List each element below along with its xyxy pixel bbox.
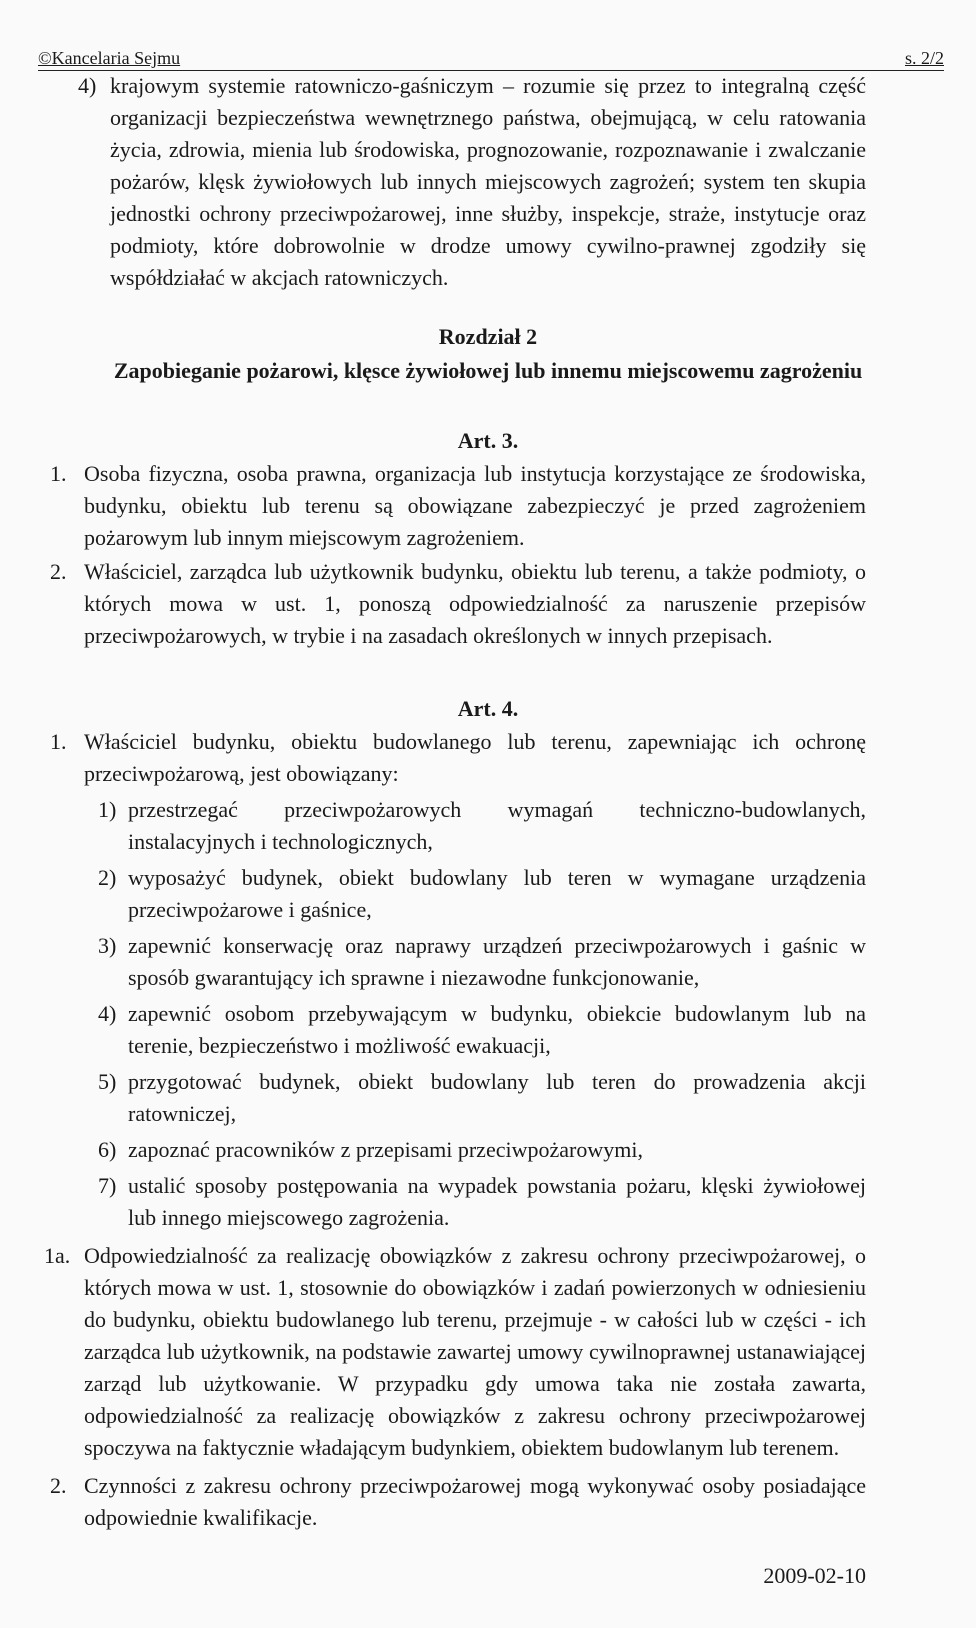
paragraph-text: Osoba fizyczna, osoba prawna, organizacja lub instytucja korzystające ze środowiska, budynku, obiektu lub terenu są obowiązane zabezpieczyć je przed zagrożeniem pożarowym lub innym miejscowym zagrożeniem. [84,461,866,550]
item-text: zapewnić konserwację oraz naprawy urządzeń przeciwpożarowych i gaśnic w sposób gwarantujący ich sprawne i niezawodne funkcjonowanie, [128,933,866,990]
chapter-title: Rozdział 2 [438,324,538,349]
chapter-subtitle: Zapobieganie pożarowi, klęsce żywiołowej lub innemu miejscowemu zagrożeniu [113,358,863,383]
page-header [38,46,944,71]
paragraph-number: 1. [50,461,67,486]
item-text: przygotować budynek, obiekt budowlany lub teren do prowadzenia akcji ratowniczej, [128,1069,866,1126]
item-text: przestrzegać przeciwpożarowych wymagań techniczno-budowlanych, instalacyjnych i technologicznych, [128,797,866,854]
item-number: 1) [98,797,117,822]
article-4-title: Art. 4. [457,696,519,721]
item-text: ustalić sposoby postępowania na wypadek powstania pożaru, klęski żywiołowej lub innego miejscowego zagrożenia. [128,1173,866,1230]
item-text: krajowym systemie ratowniczo-gaśniczym – rozumie się przez to integralną część organizacji bezpieczeństwa wewnętrznego państwa, obejmującą, w celu ratowania życia, zdrowia, mienia lub środowiska, prognozowanie, rozpoznawanie i zwalczanie pożarów, klęsk żywiołowych lub innych miejscowych zagrożeń; system ten skupia jednostki ochrony przeciwpożarowej, inne służby, inspekcje, straże, instytucje oraz podmioty, które dobrowolnie w drodze umowy cywilno-prawnej zgodziły się współdziałać w akcjach ratowniczych. [110,73,866,290]
art3-paragraph-1 [50,458,866,554]
art4-paragraph-1a [44,1240,866,1464]
item-text: zapewnić osobom przebywającym w budynku, obiekcie budowlanym lub na terenie, bezpieczeństwo i możliwość ewakuacji, [128,1001,866,1058]
footer-date: 2009-02-10 [763,1563,866,1588]
paragraph-text: Czynności z zakresu ochrony przeciwpożarowej mogą wykonywać osoby posiadające odpowiednie kwalifikacje. [84,1473,866,1530]
paragraph-text: Właściciel, zarządca lub użytkownik budynku, obiektu lub terenu, a także podmioty, o których mowa w ust. 1, ponoszą odpowiedzialność za naruszenie przepisów przeciwpożarowych, w trybie i na zasadach określonych w innych przepisach. [84,559,866,648]
art4-item-7 [98,1170,866,1234]
paragraph-number: 2. [50,1473,67,1498]
paragraph-text: Odpowiedzialność za realizację obowiązków z zakresu ochrony przeciwpożarowej, o których mowa w ust. 1, stosownie do obowiązków i zadań powierzonych w odniesieniu do budynku, obiektu budowlanego lub terenu, przejmuje - w całości lub w części - ich zarządca lub użytkownik, na podstawie zawartej umowy cywilnoprawnej ustanawiającej zarząd lub użytkowanie. W przypadku gdy umowa taka nie została zawarta, odpowiedzialność za realizację obowiązków z zakresu ochrony przeciwpożarowej spoczywa na faktycznie władającym budynkiem, obiektem budowlanym lub terenem. [84,1243,866,1460]
art4-paragraph-2 [50,1470,866,1534]
item-text: zapoznać pracowników z przepisami przeciwpożarowymi, [128,1137,643,1162]
document-body [0,70,976,1536]
art3-paragraph-2 [50,556,866,652]
item-number: 5) [98,1069,117,1094]
art4-item-2 [98,862,866,926]
art4-item-3 [98,930,866,994]
item-number: 3) [98,933,117,958]
paragraph-number: 2. [50,559,67,584]
item-text: wyposażyć budynek, obiekt budowlany lub teren w wymagane urządzenia przeciwpożarowe i gaśnice, [128,865,866,922]
article-3-title: Art. 3. [457,428,519,453]
art4-item-4 [98,998,866,1062]
item-number: 7) [98,1173,117,1198]
art4-item-5 [98,1066,866,1130]
item-number: 4) [98,1001,117,1026]
item-number: 2) [98,865,117,890]
art4-item-1 [98,794,866,858]
item-number: 4) [78,73,97,98]
item-number: 6) [98,1137,117,1162]
paragraph-number: 1a. [44,1243,71,1268]
definition-item-4 [78,70,866,294]
art4-item-6 [98,1134,866,1166]
art4-paragraph-1 [50,726,866,790]
header-publisher: ©Kancelaria Sejmu [38,48,181,68]
header-page-number: s. 2/2 [904,48,944,68]
paragraph-text: Właściciel budynku, obiektu budowlanego lub terenu, zapewniając ich ochronę przeciwpożarową, jest obowiązany: [84,729,866,786]
paragraph-number: 1. [50,729,67,754]
